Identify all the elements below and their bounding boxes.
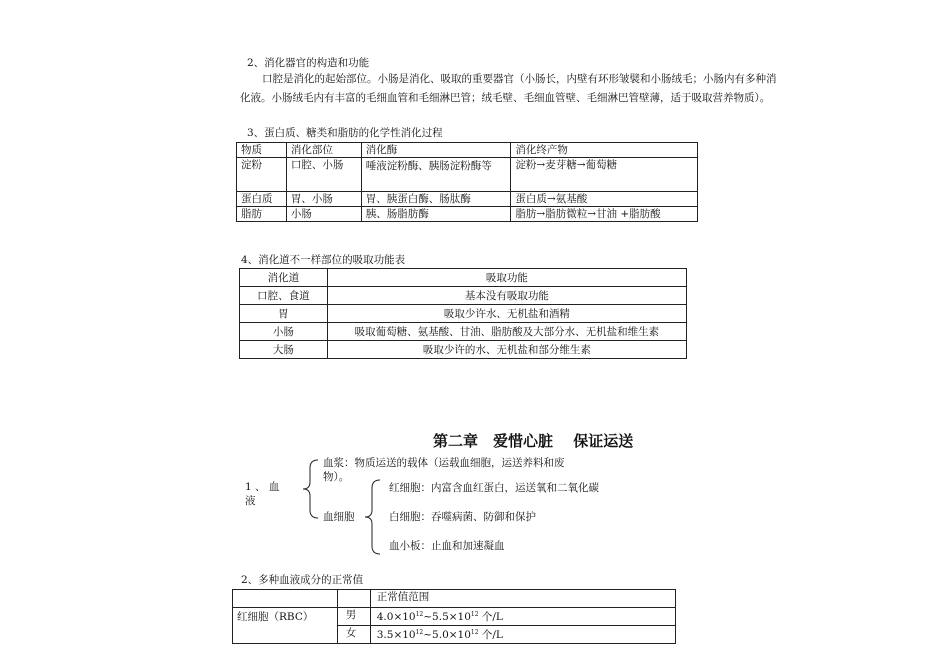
table-cell: 小肠 [286, 207, 361, 222]
female-range: $3.5\times 10^{12}\sim 5.0\times 10^{12}$ 个/L [370, 626, 675, 644]
normal-values-table [232, 589, 676, 644]
plasma-line1: 血浆：物质运送的载体（运载血细胞，运送养料和废 [323, 457, 565, 469]
range-header: 正常值范围 [370, 590, 675, 608]
table-cell: 胰、肠脂肪酶 [361, 207, 511, 222]
section3-heading: 3、蛋白质、糖类和脂肪的化学性消化过程 [247, 127, 443, 139]
section4-heading: 4、消化道不一样部位的吸取功能表 [241, 254, 406, 266]
table-cell: 小肠 [240, 323, 328, 341]
table-header-cell: 消化终产物 [511, 143, 698, 158]
male-range: $4.0\times 10^{12}\sim 5.5\times 10^{12}$ 个/L [370, 608, 675, 626]
table-header-cell: 消化道 [240, 269, 328, 287]
table-cell: 吸取少许的水、无机盐和部分维生素 [327, 341, 686, 359]
blood-cells-brace [362, 478, 384, 556]
wbc-text: 白细胞：吞噬病菌、防御和保护 [389, 511, 536, 523]
chapter-title: 第二章 爱惜心脏 保证运送 [433, 432, 634, 450]
table-header-row [240, 269, 687, 287]
table-header-cell: 消化部位 [286, 143, 361, 158]
table-row [240, 305, 687, 323]
table-row [240, 323, 687, 341]
table-cell: 唾液淀粉酶、胰肠淀粉酶等 [361, 158, 511, 192]
table-cell: 吸取少许水、无机盐和酒精 [327, 305, 686, 323]
table-header-row [233, 590, 676, 608]
section2-heading: 2、消化器官的构造和功能 [247, 57, 370, 69]
table-cell: 口腔、小肠 [286, 158, 361, 192]
male-label: 男 [337, 608, 370, 626]
table-header-cell: 物质 [237, 143, 287, 158]
table-cell: 淀粉 [237, 158, 287, 192]
section2-line2: 化液。小肠绒毛内有丰富的毛细血管和毛细淋巴管；绒毛壁、毛细血管壁、毛细淋巴管壁薄，适于吸取营养物质）。 [240, 92, 771, 104]
female-label: 女 [337, 626, 370, 644]
table-cell: 蛋白质→氨基酸 [511, 192, 698, 207]
normal-values-heading: 2、多种血液成分的正常值 [241, 574, 364, 586]
table-row [237, 207, 698, 222]
table-cell: 基本没有吸取功能 [327, 287, 686, 305]
digestion-table [236, 142, 698, 222]
table-cell: 蛋白质 [237, 192, 287, 207]
table-row [240, 287, 687, 305]
table-cell: 脂肪 [237, 207, 287, 222]
plasma-line2: 物）。 [323, 471, 350, 483]
blood-label: 1 、 血 [245, 481, 280, 493]
table-row [233, 608, 676, 626]
table-cell: 吸取葡萄糖、氨基酸、甘油、脂肪酸及大部分水、无机盐和维生素 [327, 323, 686, 341]
platelet-text: 血小板：止血和加速凝血 [389, 540, 505, 552]
table-header-cell: 消化酶 [361, 143, 511, 158]
table-cell: 脂肪→脂肪微粒→甘油 +脂肪酸 [511, 207, 698, 222]
table-cell: 胃、胰蛋白酶、肠肽酶 [361, 192, 511, 207]
rbc-label: 红细胞（RBC） [233, 608, 338, 644]
table-header-row [237, 143, 698, 158]
table-cell: 大肠 [240, 341, 328, 359]
section2-line1: 口腔是消化的起始部位。小肠是消化、吸取的重要器官（小肠长，内壁有环形皱襞和小肠绒毛；小肠内有多种消 [262, 73, 777, 85]
table-cell: 淀粉→麦芽糖→葡萄糖 [511, 158, 698, 192]
blood-brace [300, 458, 322, 520]
absorption-table [239, 268, 687, 359]
table-row [237, 192, 698, 207]
table-cell: 胃、小肠 [286, 192, 361, 207]
table-cell: 胃 [240, 305, 328, 323]
table-row [240, 341, 687, 359]
blood-label-cont: 液 [245, 495, 256, 507]
table-header-cell: 吸取功能 [327, 269, 686, 287]
table-row [237, 158, 698, 192]
table-cell: 口腔、食道 [240, 287, 328, 305]
blood-cells-label: 血细胞 [323, 511, 355, 523]
rbc-text: 红细胞：内富含血红蛋白，运送氧和二氧化碳 [389, 482, 599, 494]
